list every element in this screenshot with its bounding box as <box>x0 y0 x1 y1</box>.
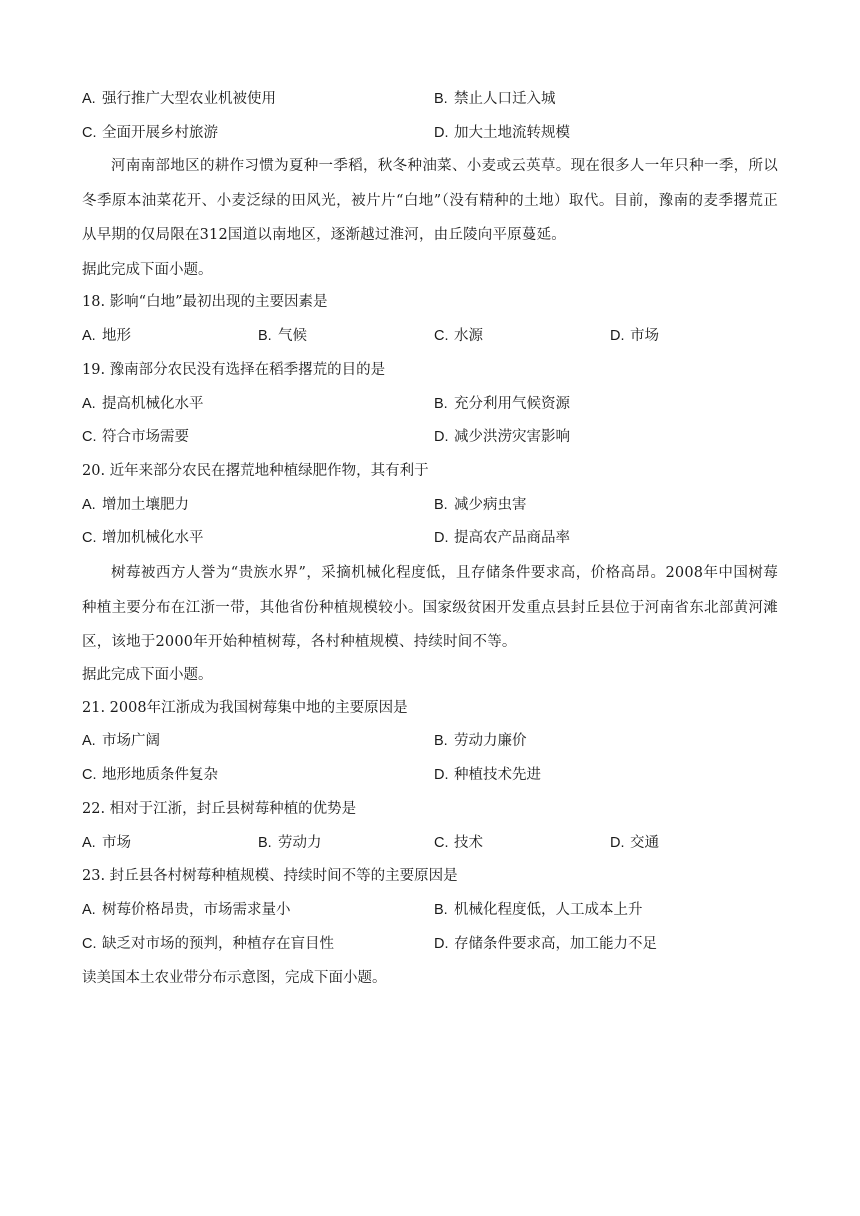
q18-option-b: B. 气候 <box>258 328 307 344</box>
q17-option-c: C. 全面开展乡村旅游 <box>82 125 218 141</box>
q21-option-b: B. 劳动力廉价 <box>434 733 527 749</box>
q21-option-c: C. 地形地质条件复杂 <box>82 767 218 783</box>
q23-option-a: A. 树莓价格昂贵，市场需求量小 <box>82 902 291 918</box>
q22-option-d: D. 交通 <box>610 835 659 851</box>
map-question-instruction: 读美国本土农业带分布示意图，完成下面小题。 <box>82 970 387 986</box>
q22-option-c: C. 技术 <box>434 835 483 851</box>
q23-option-d: D. 存储条件要求高，加工能力不足 <box>434 936 657 952</box>
q23-option-c: C. 缺乏对市场的预判，种植存在盲目性 <box>82 936 334 952</box>
q23-stem: 23. 封丘县各村树莓种植规模、持续时间不等的主要原因是 <box>82 868 458 884</box>
q21-stem: 21. 2008年江浙成为我国树莓集中地的主要原因是 <box>82 700 408 716</box>
q18-option-d: D. 市场 <box>610 328 659 344</box>
q20-option-a: A. 增加土壤肥力 <box>82 497 189 513</box>
q18-stem: 18. 影响“白地”最初出现的主要因素是 <box>82 294 328 310</box>
q19-stem: 19. 豫南部分农民没有选择在稻季撂荒的目的是 <box>82 362 386 378</box>
q22-option-a: A. 市场 <box>82 835 131 851</box>
q22-option-b: B. 劳动力 <box>258 835 322 851</box>
q18-option-c: C. 水源 <box>434 328 483 344</box>
q17-option-d: D. 加大土地流转规模 <box>434 125 570 141</box>
q21-option-a: A. 市场广阔 <box>82 733 160 749</box>
q18-option-a: A. 地形 <box>82 328 131 344</box>
q21-option-d: D. 种植技术先进 <box>434 767 541 783</box>
passage-2: 树莓被西方人誉为“贵族水界”，采摘机械化程度低，且存储条件要求高，价格高昂。2008年中国树莓种植主要分布在江浙一带，其他省份种植规模较小。国家级贫困开发重点县封丘县位于河南省东北部黄河滩区，该地于2000年开始种植树莓，各村种植规模、持续时间不等。 <box>82 565 778 650</box>
q20-option-d: D. 提高农产品商品率 <box>434 530 570 546</box>
q17-option-a: A. 强行推广大型农业机被使用 <box>82 91 276 107</box>
passage-1-instruction: 据此完成下面小题。 <box>82 262 213 278</box>
q20-stem: 20. 近年来部分农民在撂荒地种植绿肥作物，其有利于 <box>82 463 429 479</box>
q19-option-a: A. 提高机械化水平 <box>82 396 204 412</box>
q19-option-d: D. 减少洪涝灾害影响 <box>434 429 570 445</box>
q19-option-b: B. 充分利用气候资源 <box>434 396 570 412</box>
q20-option-c: C. 增加机械化水平 <box>82 530 204 546</box>
q23-option-b: B. 机械化程度低，人工成本上升 <box>434 902 643 918</box>
q22-stem: 22. 相对于江浙，封丘县树莓种植的优势是 <box>82 801 357 817</box>
q20-option-b: B. 减少病虫害 <box>434 497 527 513</box>
q19-option-c: C. 符合市场需要 <box>82 429 189 445</box>
passage-1: 河南南部地区的耕作习惯为夏种一季稻，秋冬种油菜、小麦或云英草。现在很多人一年只种一季，所以冬季原本油菜花开、小麦泛绿的田风光，被片片“白地”（没有精种的土地）取代。目前，豫南的麦季撂荒正从早期的仅局限在312国道以南地区，逐渐越过淮河，由丘陵向平原蔓延。 <box>82 158 778 243</box>
passage-2-instruction: 据此完成下面小题。 <box>82 667 213 683</box>
q17-option-b: B. 禁止人口迁入城 <box>434 91 556 107</box>
